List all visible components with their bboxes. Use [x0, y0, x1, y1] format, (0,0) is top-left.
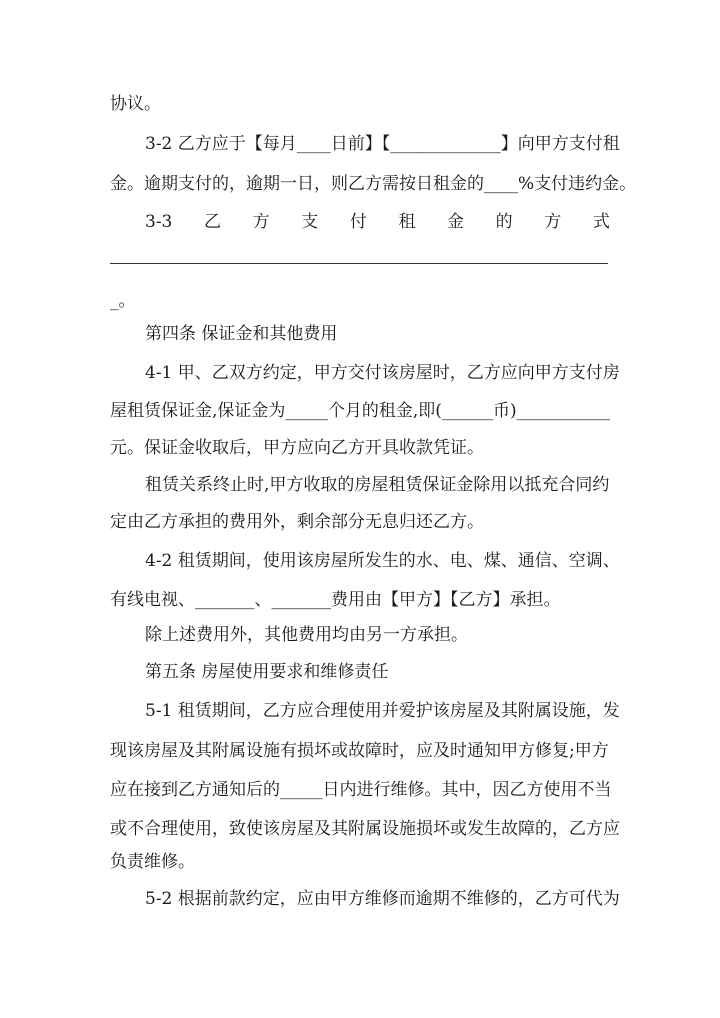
- blank-fill-rule: [110, 263, 608, 264]
- text-line-8: 元。保证金收取后，甲方应向乙方开具收款凭证。: [110, 438, 484, 458]
- text-line-3: 金。逾期支付的，逾期一日，则乙方需按日租金的____%支付违约金。: [110, 174, 637, 194]
- text-line-6: 4-1 甲、乙双方约定，甲方交付该房屋时，乙方应向甲方支付房: [145, 363, 620, 383]
- spaced-char: 付: [349, 212, 367, 232]
- text-line-20: 5-2 根据前款约定，应由甲方维修而逾期不维修的，乙方可代为: [145, 889, 620, 909]
- text-line-11: 4-2 租赁期间，使用该房屋所发生的水、电、煤、通信、空调、: [145, 551, 620, 571]
- section-heading-4: 第四条 保证金和其他费用: [145, 324, 338, 344]
- spaced-char: 的: [495, 212, 513, 232]
- spaced-char: 方: [544, 212, 562, 232]
- text-line-13: 除上述费用外，其他费用均由另一方承担。: [145, 625, 468, 645]
- text-line-7: 屋租赁保证金,保证金为_____个月的租金,即(______币)___________: [110, 401, 611, 421]
- spaced-char: 支: [301, 212, 319, 232]
- spaced-char: 乙: [204, 212, 221, 232]
- text-line-4: _。: [110, 291, 136, 311]
- spaced-char: 金: [447, 212, 465, 232]
- clause-number: 3-3: [145, 212, 173, 232]
- text-line-18: 或不合理使用，致使该房屋及其附属设施损坏或发生故障的，乙方应: [110, 819, 620, 839]
- text-line-19: 负责维修。: [110, 852, 195, 872]
- section-heading-5: 第五条 房屋使用要求和维修责任: [145, 662, 389, 682]
- spaced-char: 租: [398, 212, 416, 232]
- text-line-10: 定由乙方承担的费用外，剩余部分无息归还乙方。: [110, 512, 484, 532]
- spaced-char: 方: [252, 212, 270, 232]
- spaced-char: 式: [592, 212, 610, 232]
- text-line-16: 现该房屋及其附属设施有损坏或故障时，应及时通知甲方修复;甲方: [110, 741, 609, 761]
- text-line-12: 有线电视、_______、_______费用由【甲方】【乙方】承担。: [110, 590, 561, 610]
- text-line-15: 5-1 租赁期间，乙方应合理使用并爱护该房屋及其附属设施，发: [145, 701, 620, 721]
- text-line-1: 协议。: [110, 94, 161, 114]
- spaced-heading-line: [145, 211, 610, 233]
- text-line-9: 租赁关系终止时,甲方收取的房屋租赁保证金除用以抵充合同约: [145, 475, 610, 495]
- text-line-17: 应在接到乙方通知后的_____日内进行维修。其中，因乙方使用不当: [110, 780, 612, 800]
- text-line-2: 3-2 乙方应于【每月____日前】【_____________】向甲方支付租: [145, 134, 620, 154]
